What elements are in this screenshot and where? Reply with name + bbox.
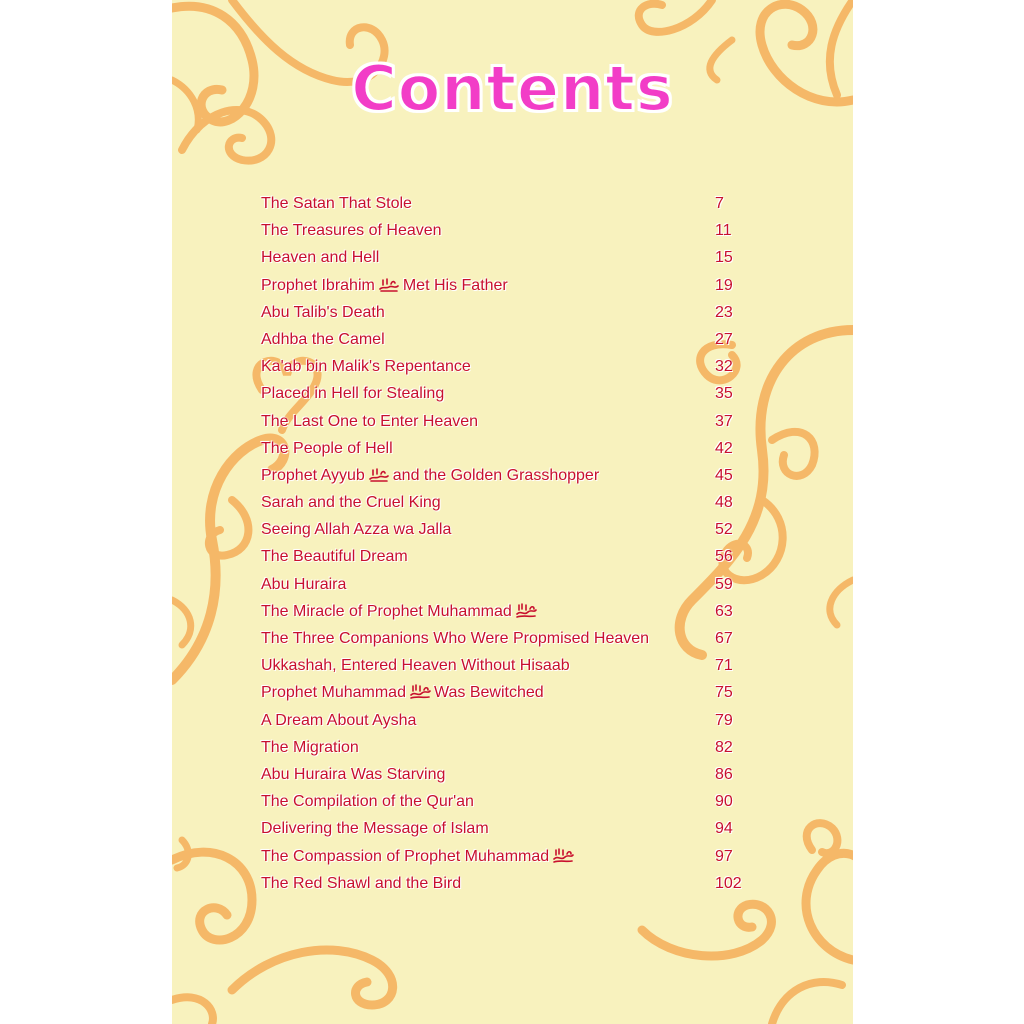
toc-entry-title: The Last One to Enter Heaven [261, 412, 479, 430]
toc-entry-title: A Dream About Aysha [261, 711, 417, 729]
toc-entry [261, 843, 761, 870]
toc-entry-page-number: 94 [715, 820, 733, 838]
toc-entry-title-continued: Was Bewitched [433, 684, 544, 702]
swirl-bottom-right-3 [807, 823, 838, 853]
toc-entry [261, 380, 761, 407]
toc-entry-title: Seeing Allah Azza wa Jalla [261, 521, 452, 539]
toc-entry-page-number: 15 [715, 249, 733, 267]
toc-entry-title: The Red Shawl and the Bird [261, 874, 462, 892]
toc-entry [261, 408, 761, 435]
toc-entry-page-number: 27 [715, 330, 733, 348]
toc-entry-page-number: 56 [715, 548, 733, 566]
toc-entry-page-number: 45 [715, 466, 733, 484]
toc-entry-title: The Miracle of Prophet Muhammad [261, 602, 512, 620]
toc-entry [261, 462, 761, 489]
toc-entry-title: The Compassion of Prophet Muhammad [261, 847, 550, 865]
toc-entry [261, 652, 761, 679]
toc-entry-page-number: 82 [715, 738, 733, 756]
book-page [172, 0, 853, 1024]
toc-entry-page-number: 19 [715, 276, 733, 294]
toc-entry-title: Abu Talib's Death [261, 303, 385, 321]
swirl-top-right-2 [639, 0, 712, 32]
toc-entry-page-number: 32 [715, 358, 733, 376]
table-of-contents [261, 190, 761, 897]
alayhis-salam-calligraphy-icon [368, 467, 390, 482]
toc-entry-page-number: 59 [715, 575, 733, 593]
toc-entry [261, 571, 761, 598]
toc-entry-title-continued: and the Golden Grasshopper [392, 466, 600, 484]
toc-entry [261, 489, 761, 516]
toc-entry-title: Ukkashah, Entered Heaven Without Hisaab [261, 657, 570, 675]
swirl-right-curl-2 [772, 432, 815, 476]
toc-entry-title: The Compilation of the Qur'an [261, 793, 474, 811]
toc-entry-page-number: 79 [715, 711, 733, 729]
toc-entry-page-number: 11 [715, 222, 732, 240]
toc-entry-title: Placed in Hell for Stealing [261, 385, 445, 403]
toc-entry-page-number: 42 [715, 439, 733, 457]
toc-entry-page-number: 97 [715, 847, 733, 865]
toc-entry-page-number: 71 [715, 657, 733, 675]
toc-entry [261, 272, 761, 299]
toc-entry-page-number: 102 [715, 874, 742, 892]
toc-entry [261, 788, 761, 815]
toc-entry-page-number: 75 [715, 684, 733, 702]
toc-entry [261, 353, 761, 380]
toc-entry-page-number: 90 [715, 793, 733, 811]
toc-entry [261, 190, 761, 217]
toc-entry-title: The Treasures of Heaven [261, 222, 442, 240]
toc-entry-title: Prophet Ibrahim [261, 276, 375, 294]
toc-entry-page-number: 23 [715, 303, 733, 321]
toc-entry [261, 435, 761, 462]
toc-entry-title: The Migration [261, 738, 359, 756]
toc-entry-title: The Satan That Stole [261, 195, 412, 212]
toc-entry [261, 326, 761, 353]
alayhis-salam-calligraphy-icon [378, 277, 400, 292]
swirl-bottom-left-2 [232, 950, 393, 1005]
toc-entry-title: Sarah and the Cruel King [261, 494, 441, 512]
toc-entry [261, 815, 761, 842]
toc-entry [261, 679, 761, 706]
toc-entry-title: Heaven and Hell [261, 249, 380, 267]
toc-entry [261, 217, 761, 244]
toc-entry [261, 244, 761, 271]
toc-entry-title: The Three Companions Who Were Propmised Heaven [261, 630, 650, 647]
swirl-left-curl-2 [172, 600, 191, 645]
toc-entry-title: Abu Huraira [261, 575, 347, 593]
salallahu-alayhi-wasallam-calligraphy-icon [515, 603, 537, 618]
salallahu-alayhi-wasallam-calligraphy-icon [552, 848, 574, 863]
toc-entry-page-number: 35 [715, 385, 733, 403]
toc-entry [261, 543, 761, 570]
toc-entry-page-number: 63 [715, 602, 733, 620]
swirl-bottom-right-4 [772, 982, 842, 1024]
toc-entry-page-number: 7 [715, 195, 724, 212]
toc-entry [261, 598, 761, 625]
toc-entry [261, 299, 761, 326]
toc-entry-page-number: 67 [715, 630, 733, 647]
toc-entry-page-number: 37 [715, 412, 733, 430]
toc-entry-title-continued: Met His Father [402, 276, 508, 294]
swirl-bottom-right-1 [806, 853, 853, 960]
salallahu-alayhi-wasallam-calligraphy-icon [409, 684, 431, 699]
toc-entry-title: The People of Hell [261, 439, 393, 457]
toc-entry-title: Abu Huraira Was Starving [261, 765, 446, 783]
toc-entry-title: Adhba the Camel [261, 330, 385, 348]
page-title: Contents [351, 52, 674, 125]
swirl-right-curl-4 [830, 580, 853, 625]
toc-entry-title: Delivering the Message of Islam [261, 820, 489, 838]
toc-entry-page-number: 48 [715, 494, 733, 512]
toc-entry [261, 761, 761, 788]
toc-entry-page-number: 86 [715, 765, 733, 783]
toc-entry-title: Prophet Muhammad [261, 684, 406, 702]
toc-entry-title: Prophet Ayyub [261, 466, 365, 484]
swirl-bottom-left-3 [172, 997, 213, 1024]
toc-entry [261, 734, 761, 761]
toc-entry [261, 516, 761, 543]
toc-entry [261, 707, 761, 734]
toc-entry-title: Ka'ab bin Malik's Repentance [261, 358, 471, 376]
toc-entry-title: The Beautiful Dream [261, 548, 408, 566]
toc-entry [261, 870, 761, 897]
toc-entry [261, 625, 761, 652]
swirl-bottom-right-2 [642, 904, 771, 956]
toc-entry-page-number: 52 [715, 521, 733, 539]
